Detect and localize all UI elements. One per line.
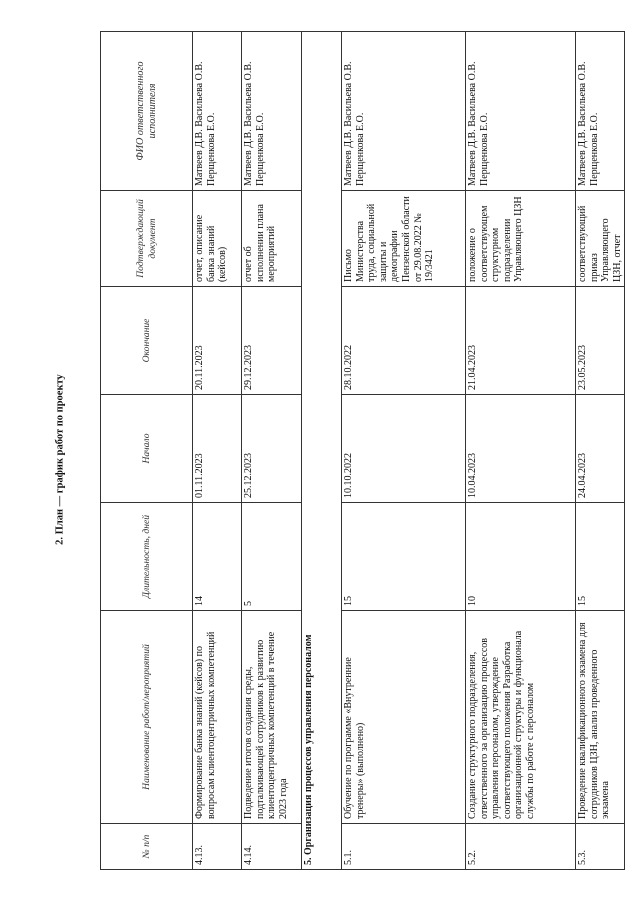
- table-row: [576, 32, 625, 870]
- table-row: [342, 32, 466, 870]
- header-fio: ФИО ответственного исполнителя: [101, 32, 193, 191]
- header-start: Начало: [101, 395, 193, 503]
- row-start: 01.11.2023: [193, 395, 242, 503]
- header-name: Наименование работ/мероприятий: [101, 611, 193, 824]
- row-num: 5.1.: [342, 824, 466, 870]
- table-row: [466, 32, 576, 870]
- row-start: 25.12.2023: [242, 395, 302, 503]
- row-end: 28.10.2022: [342, 287, 466, 395]
- row-doc: Письмо Министерства труда, социальной защиты и демографии Пензенской области от 29.08.2022 № 19/3421: [342, 191, 466, 287]
- row-doc: отчет об исполнении плана мероприятий: [242, 191, 302, 287]
- work-plan-table: [100, 31, 625, 870]
- row-num: 4.14.: [242, 824, 302, 870]
- row-name: Формирование банка знаний (кейсов) по вопросам клиентоцентричных компетенций: [193, 611, 242, 824]
- row-duration: 14: [193, 503, 242, 611]
- row-fio: Матвеев Д.В. Васильева О.В. Перщенкова Е.О.: [242, 32, 302, 191]
- row-name: Подведение итогов создания среды, подталкивающей сотрудников к развитию клиентоцентричных компетенций в течение 2023 года: [242, 611, 302, 824]
- row-duration: 10: [466, 503, 576, 611]
- header-doc: Подтверждающий документ: [101, 191, 193, 287]
- header-end: Окончание: [101, 287, 193, 395]
- table-header-row: [101, 32, 193, 870]
- row-duration: 15: [342, 503, 466, 611]
- row-duration: 5: [242, 503, 302, 611]
- row-fio: Матвеев Д.В. Васильева О.В. Перщенкова Е.О.: [193, 32, 242, 191]
- row-name: Проведение квалификационного экзамена для сотрудников ЦЗН, анализ проведенного экзамена: [576, 611, 625, 824]
- row-fio: Матвеев Д.В. Васильева О.В. Перщенкова Е.О.: [466, 32, 576, 191]
- row-start: 24.04.2023: [576, 395, 625, 503]
- row-start: 10.10.2022: [342, 395, 466, 503]
- row-fio: Матвеев Д.В. Васильева О.В. Перщенкова Е.О.: [342, 32, 466, 191]
- table-row: [242, 32, 302, 870]
- row-name: Создание структурного подразделения, ответственного за организацию процессов управления персоналом, утверждение соответствующего положения Разработка организационной структуры и функционала службы по работе с персоналом: [466, 611, 576, 824]
- page-title: 2. План — график работ по проекту: [54, 374, 66, 545]
- header-num: № п/п: [101, 824, 193, 870]
- row-fio: Матвеев Д.В. Васильева О.В. Перщенкова Е.О.: [576, 32, 625, 191]
- table-row: [193, 32, 242, 870]
- row-name: Обучение по программе «Внутренние тренеры» (выполнено): [342, 611, 466, 824]
- row-duration: 15: [576, 503, 625, 611]
- row-num: 5.3.: [576, 824, 625, 870]
- row-end: 20.11.2023: [193, 287, 242, 395]
- section-heading: 5. Организация процессов управления персоналом: [302, 32, 342, 870]
- row-end: 29.12.2023: [242, 287, 302, 395]
- row-num: 4.13.: [193, 824, 242, 870]
- row-num: 5.2.: [466, 824, 576, 870]
- rotated-table-area: [100, 32, 623, 870]
- header-duration: Длительность, дней: [101, 503, 193, 611]
- row-doc: положение о соответствующем структурном подразделении Управляющего ЦЗН: [466, 191, 576, 287]
- row-end: 21.04.2023: [466, 287, 576, 395]
- row-doc: соответствующий приказ Управляющего ЦЗН, отчет: [576, 191, 625, 287]
- row-end: 23.05.2023: [576, 287, 625, 395]
- row-doc: отчет, описание банка знаний (кейсов): [193, 191, 242, 287]
- row-start: 10.04.2023: [466, 395, 576, 503]
- section-row: [302, 32, 342, 870]
